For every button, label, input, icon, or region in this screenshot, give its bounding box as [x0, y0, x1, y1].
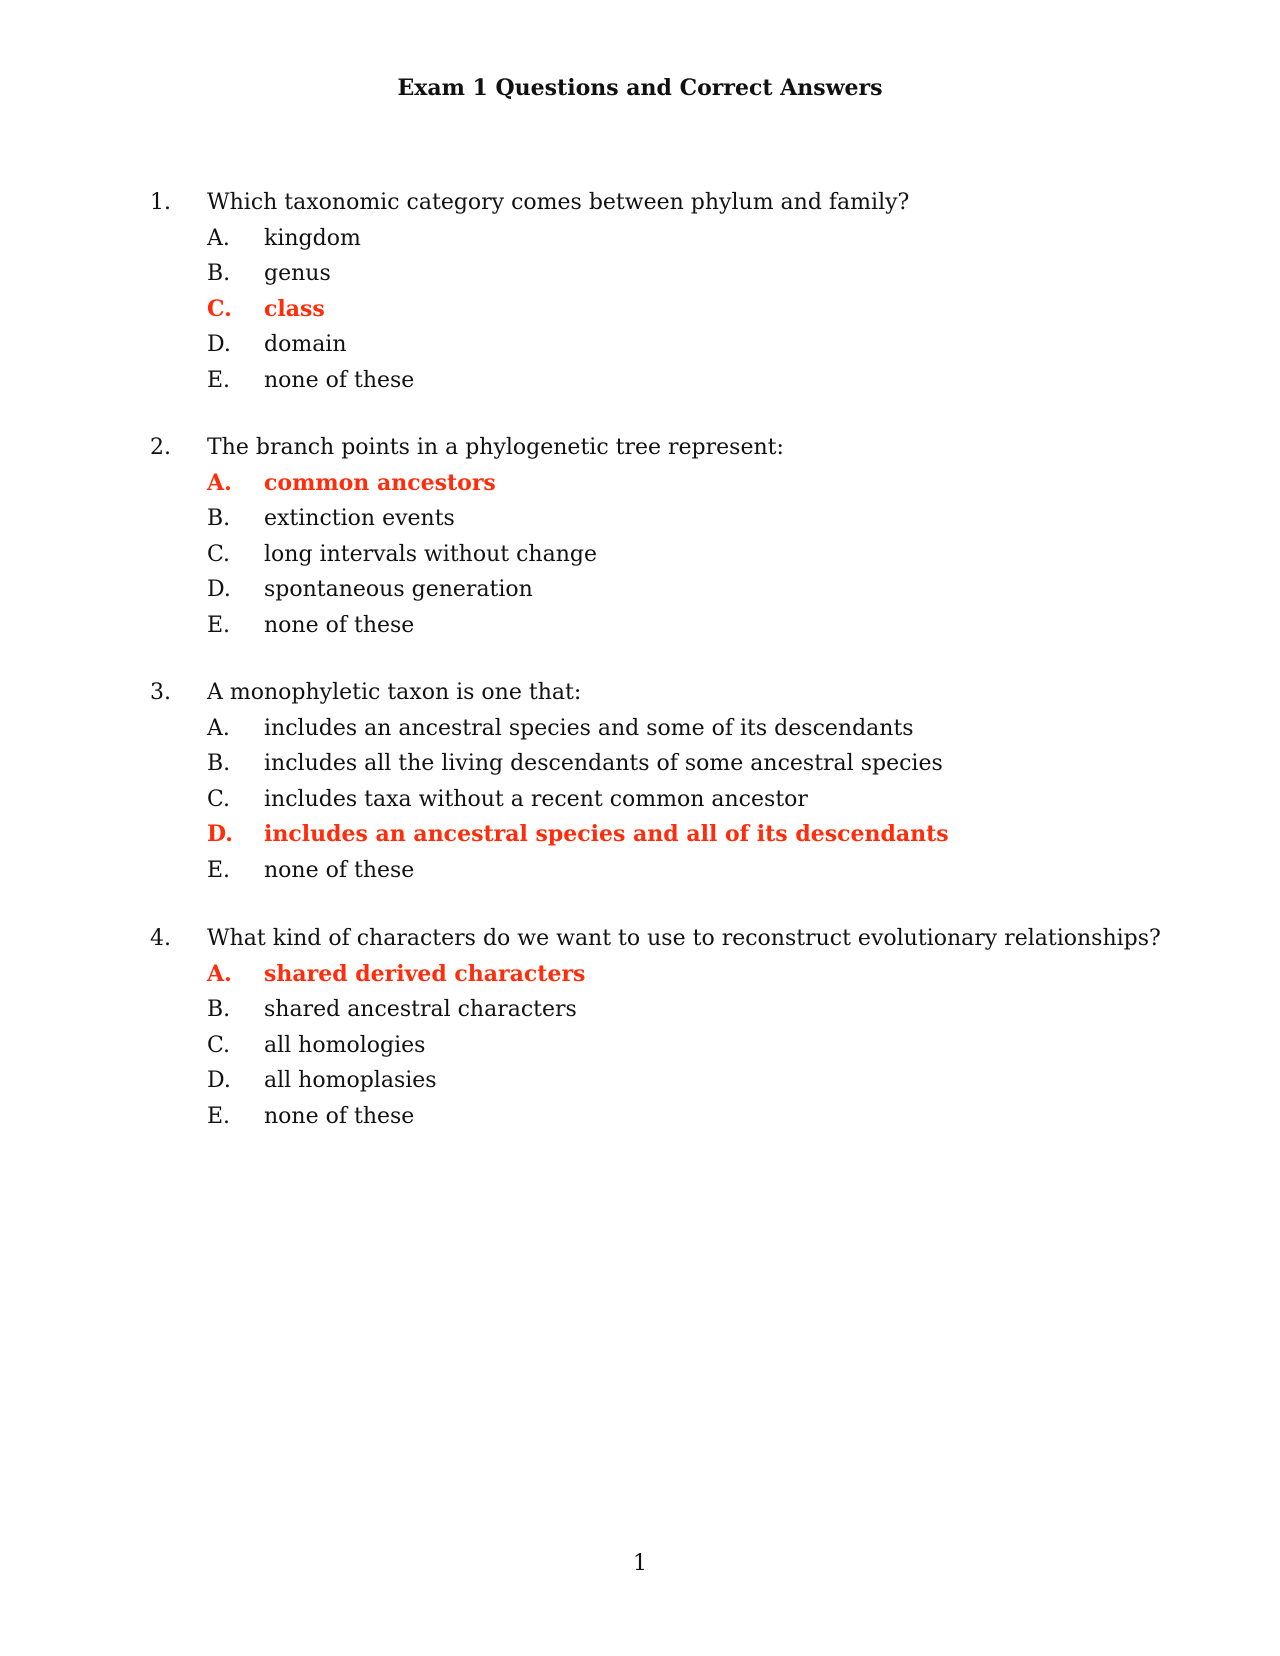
option-text: includes taxa without a recent common ancestor [264, 786, 808, 812]
option-letter: A. [207, 469, 232, 496]
answer-option [0, 572, 1280, 608]
question-number: 1. [150, 190, 171, 215]
option-text: none of these [264, 1103, 415, 1129]
question-2 [0, 430, 1280, 643]
option-letter: C. [207, 1032, 231, 1058]
question-text: Which taxonomic category comes between phylum and family? [207, 190, 910, 215]
question-4 [0, 921, 1280, 1134]
answer-option [0, 746, 1280, 782]
question-stem [0, 675, 1280, 711]
answer-option [0, 537, 1280, 573]
option-text: all homologies [264, 1032, 426, 1058]
option-text: none of these [264, 367, 415, 393]
option-letter: E. [207, 612, 231, 638]
option-letter: E. [207, 367, 231, 393]
option-text: shared derived characters [264, 960, 586, 987]
option-text: none of these [264, 612, 415, 638]
option-text: kingdom [264, 225, 361, 251]
option-text: extinction events [264, 506, 455, 531]
option-text: domain [264, 332, 347, 357]
option-letter: B. [207, 997, 231, 1022]
option-text: all homoplasies [264, 1068, 437, 1093]
answer-option [0, 1063, 1280, 1099]
page-number: 1 [633, 1551, 647, 1576]
option-text: long intervals without change [264, 541, 597, 567]
answer-option [0, 782, 1280, 818]
question-text: What kind of characters do we want to use to reconstruct evolutionary relationships? [207, 926, 1161, 951]
option-letter: A. [207, 225, 230, 251]
option-text: includes an ancestral species and all of its descendants [264, 821, 949, 847]
correct-answer-option [0, 292, 1280, 328]
question-number: 4. [150, 926, 171, 951]
answer-option [0, 221, 1280, 257]
question-number: 2. [150, 435, 171, 460]
option-text: spontaneous generation [264, 577, 533, 602]
option-letter: A. [207, 960, 232, 987]
option-letter: E. [207, 857, 231, 883]
option-letter: B. [207, 506, 231, 531]
option-letter: A. [207, 715, 230, 741]
option-letter: B. [207, 261, 231, 286]
option-letter: D. [207, 1068, 231, 1093]
option-letter: C. [207, 541, 231, 567]
answer-option [0, 256, 1280, 292]
answer-option [0, 711, 1280, 747]
question-text: A monophyletic taxon is one that: [207, 680, 582, 705]
option-text: genus [264, 261, 331, 286]
option-letter: B. [207, 751, 231, 776]
correct-answer-option [0, 957, 1280, 993]
question-1 [0, 185, 1280, 398]
option-letter: D. [207, 577, 231, 602]
answer-option [0, 608, 1280, 644]
answer-option [0, 1099, 1280, 1135]
option-text: common ancestors [264, 469, 496, 496]
question-number: 3. [150, 680, 171, 705]
option-text: includes an ancestral species and some of its descendants [264, 715, 914, 741]
option-letter: C. [207, 295, 232, 322]
option-text: shared ancestral characters [264, 997, 577, 1022]
answer-option [0, 363, 1280, 399]
answer-option [0, 992, 1280, 1028]
page-title: Exam 1 Questions and Correct Answers [397, 75, 883, 101]
question-3 [0, 675, 1280, 888]
option-text: none of these [264, 857, 415, 883]
question-text: The branch points in a phylogenetic tree represent: [207, 435, 784, 460]
option-letter: D. [207, 821, 233, 847]
answer-option [0, 501, 1280, 537]
question-stem [0, 430, 1280, 466]
option-text: includes all the living descendants of some ancestral species [264, 751, 943, 776]
option-letter: C. [207, 786, 231, 812]
answer-option [0, 327, 1280, 363]
option-letter: D. [207, 332, 231, 357]
question-stem [0, 185, 1280, 221]
answer-option [0, 853, 1280, 889]
option-letter: E. [207, 1103, 231, 1129]
question-stem [0, 921, 1280, 957]
correct-answer-option [0, 466, 1280, 502]
option-text: class [264, 295, 325, 322]
answer-option [0, 1028, 1280, 1064]
correct-answer-option [0, 817, 1280, 853]
